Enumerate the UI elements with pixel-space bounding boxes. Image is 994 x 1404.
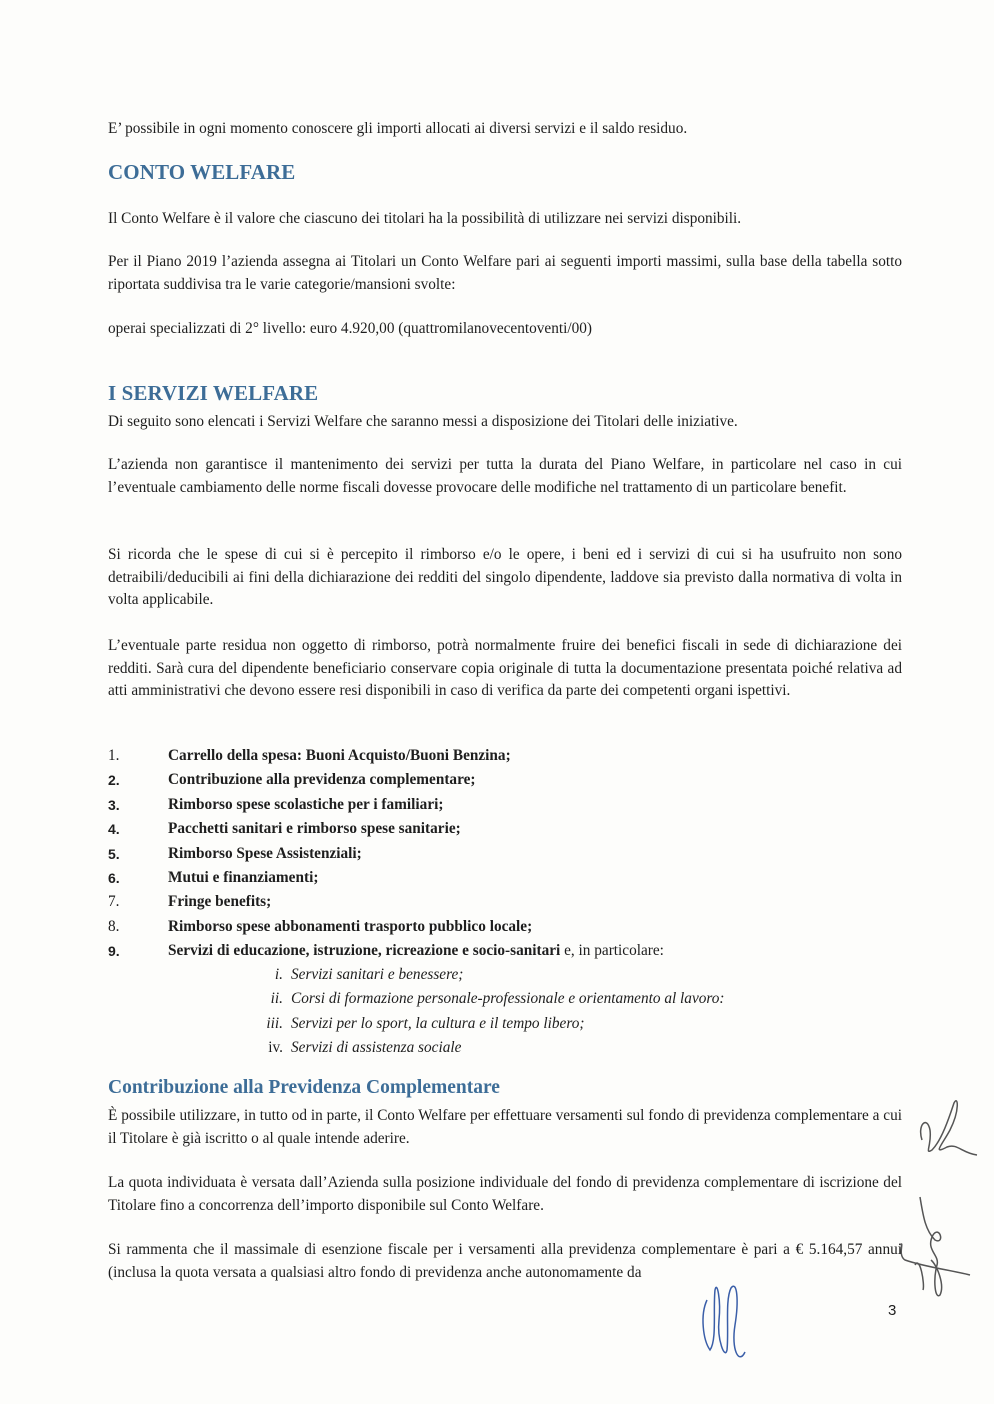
list-item-text: Carrello della spesa: Buoni Acquisto/Buoni Benzina; (168, 747, 511, 764)
list-item (108, 817, 902, 841)
sublist-number: iv. (268, 1039, 283, 1057)
list-item-suffix: e, in particolare: (560, 942, 664, 960)
section-title-conto-welfare: CONTO WELFARE (108, 160, 296, 184)
list-item-text: Contribuzione alla previdenza complementare; (168, 771, 476, 789)
page-number: 3 (888, 1302, 897, 1319)
previdenza-paragraph-1: È possibile utilizzare, in tutto od in parte, il Conto Welfare per effettuare versamenti sul fondo di previdenza complementare a cui il Titolare è già iscritto o al quale intende aderire. (108, 1107, 902, 1147)
list-item-text: Mutui e finanziamenti; (168, 869, 319, 887)
list-number: 3. (108, 796, 120, 813)
list-number: 9. (108, 943, 120, 960)
list-number: 7. (108, 893, 120, 911)
list-number: 1. (108, 747, 120, 764)
list-item (108, 866, 902, 890)
signature-initials-middle (895, 1195, 985, 1305)
list-number: 6. (108, 870, 120, 887)
sublist-item-text: Corsi di formazione personale-professionale e orientamento al lavoro: (291, 990, 725, 1008)
previdenza-paragraph-3: Si rammenta che il massimale di esenzione fiscale per i versamenti alla previdenza complementare è pari a € 5.164,57 annui (inclusa la quota versata a qualsiasi altro fondo di previdenza anche autonomamente da (108, 1241, 902, 1281)
previdenza-paragraph-2: La quota individuata è versata dall’Azienda sulla posizione individuale del fondo di previdenza complementare di iscrizione del Titolare fino a concorrenza dell’importo disponibile sul Conto Welfare. (108, 1174, 902, 1214)
servizi-paragraph-1: Di seguito sono elencati i Servizi Welfare che saranno messi a disposizione dei Titolari delle iniziative. (108, 413, 738, 430)
list-item (108, 842, 902, 866)
intro-line: E’ possibile in ogni momento conoscere gli importi allocati ai diversi servizi e il saldo residuo. (108, 120, 688, 137)
conto-welfare-paragraph-1: Il Conto Welfare è il valore che ciascuno dei titolari ha la possibilità di utilizzare nei servizi disponibili. (108, 210, 742, 227)
conto-welfare-amount: operai specializzati di 2° livello: euro 4.920,00 (quattromilanovecentoventi/00) (108, 320, 592, 337)
signature-initials-bottom (695, 1280, 755, 1370)
list-item-text: Servizi di educazione, istruzione, ricreazione e socio-sanitari (168, 942, 561, 960)
sublist-number: ii. (270, 990, 283, 1008)
section-title-previdenza: Contribuzione alla Previdenza Complementare (108, 1077, 500, 1098)
list-item (108, 768, 902, 792)
list-item (108, 744, 902, 768)
sublist-item (108, 963, 902, 987)
sublist-number: i. (274, 966, 283, 983)
list-item-text: Rimborso spese scolastiche per i familiari; (168, 795, 444, 813)
sublist-item (108, 1012, 902, 1036)
conto-welfare-paragraph-2: Per il Piano 2019 l’azienda assegna ai Titolari un Conto Welfare pari ai seguenti importi massimi, sulla base della tabella sotto riportata suddivisa tra le varie categorie/mansioni svolte: (108, 253, 902, 293)
sublist-item-text: Servizi per lo sport, la cultura e il tempo libero; (291, 1014, 585, 1032)
servizi-paragraph-4: L’eventuale parte residua non oggetto di rimborso, potrà normalmente fruire dei benefici fiscali in sede di dichiarazione dei redditi. Sarà cura del dipendente beneficiario conservare copia originale di tutta la documentazione presentata poiché relativa ad atti amministrativi che devono essere resi disponibili in caso di verifica da parte dei competenti organi ispettivi. (108, 637, 902, 700)
servizi-paragraph-2: L’azienda non garantisce il mantenimento dei servizi per tutta la durata del Piano Welfare, in particolare nel caso in cui l’eventuale cambiamento delle norme fiscali dovesse provocare delle modifiche nel trattamento di un particolare benefit. (108, 456, 902, 496)
sublist-item-text: Servizi sanitari e benessere; (291, 966, 464, 983)
list-item (108, 890, 902, 914)
sublist-item (108, 987, 902, 1011)
list-number: 8. (108, 917, 120, 935)
sublist-number: iii. (266, 1014, 283, 1032)
list-item (108, 915, 902, 939)
list-item-text: Pacchetti sanitari e rimborso spese sanitarie; (168, 820, 461, 838)
sublist-item-text: Servizi di assistenza sociale (291, 1039, 462, 1057)
services-list (108, 744, 902, 964)
list-item-text: Fringe benefits; (168, 893, 272, 911)
list-item-text: Rimborso spese abbonamenti trasporto pubblico locale; (168, 917, 533, 935)
list-number: 2. (108, 772, 120, 789)
list-item (108, 939, 902, 963)
services-sublist (108, 963, 902, 1061)
list-item (108, 793, 902, 817)
sublist-item (108, 1036, 902, 1060)
list-number: 5. (108, 845, 120, 862)
section-title-servizi-welfare: I SERVIZI WELFARE (108, 381, 319, 405)
list-item-text: Rimborso Spese Assistenziali; (168, 844, 362, 862)
servizi-paragraph-3: Si ricorda che le spese di cui si è percepito il rimborso e/o le opere, i beni ed i servizi di cui si ha usufruito non sono detraibili/deducibili ai fini della dichiarazione dei redditi del singolo dipendente, laddove sia previsto dalla normativa di volta in volta applicabile. (108, 546, 902, 609)
list-number: 4. (108, 821, 120, 838)
signature-initials-top (912, 1095, 982, 1165)
